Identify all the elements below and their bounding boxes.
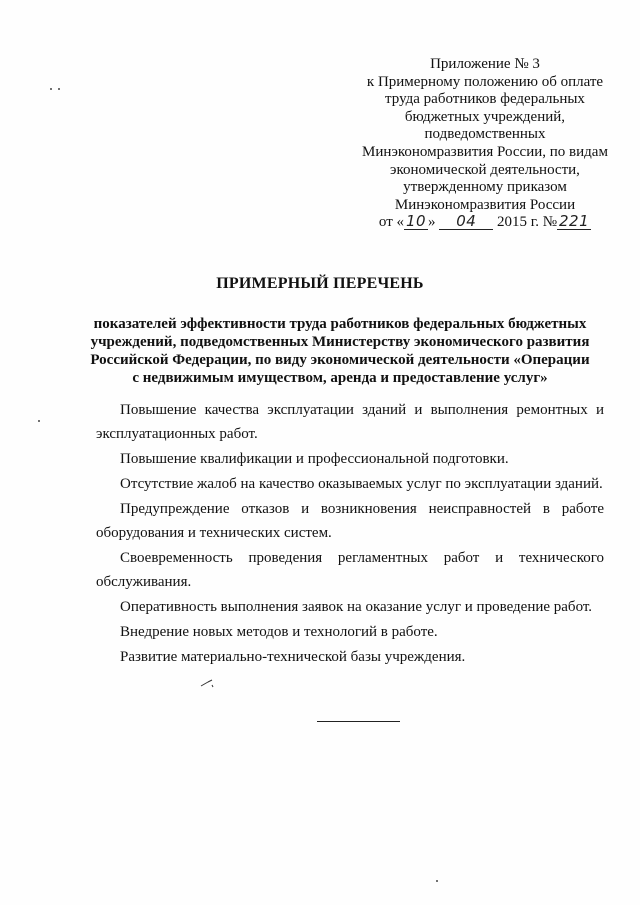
- pen-mark-icon: [200, 676, 216, 692]
- annex-line-4: бюджетных учреждений,: [404, 108, 566, 125]
- scan-speck: [50, 88, 52, 90]
- list-item: Предупреждение отказов и возникновения неисправностей в работе оборудования и технических систем.: [96, 501, 604, 541]
- annex-line-6: Минэкономразвития России, по видам: [362, 143, 608, 160]
- handwritten-day: 10: [405, 212, 427, 231]
- list-item: Своевременность проведения регламентных работ и технического обслуживания.: [96, 550, 604, 590]
- list-item: Внедрение новых методов и технологий в работе.: [120, 624, 438, 640]
- annex-line-1: Приложение № 3: [430, 56, 540, 72]
- annex-line-7: экономической деятельности,: [390, 161, 580, 178]
- indicator-list: [96, 398, 604, 670]
- date-mid: »: [428, 214, 436, 231]
- date-prefix: от «: [378, 214, 405, 231]
- subtitle-line-2: учреждений, подведомственных Министерству экономического развития: [90, 334, 590, 350]
- list-item: Отсутствие жалоб на качество оказываемых услуг по эксплуатации зданий.: [120, 476, 603, 492]
- list-item: Повышение качества эксплуатации зданий и выполнения ремонтных и эксплуатационных работ.: [96, 402, 604, 442]
- annex-line-3: труда работников федеральных: [385, 91, 585, 108]
- subtitle-line-4: с недвижимым имуществом, аренда и предоставление услуг»: [132, 370, 548, 386]
- annex-line-5: подведомственных: [424, 126, 546, 143]
- document-subtitle: [90, 315, 590, 387]
- scan-speck: [38, 420, 40, 422]
- subtitle-line-3: Российской Федерации, по виду экономической деятельности «Операции: [90, 352, 590, 368]
- subtitle-line-1: показателей эффективности труда работников федеральных бюджетных: [93, 316, 587, 332]
- scan-speck: [436, 880, 438, 882]
- handwritten-month: 04: [456, 212, 477, 231]
- annex-header: [340, 56, 630, 232]
- end-divider: [317, 721, 400, 722]
- order-date-line: [340, 214, 630, 232]
- date-year: 2015 г. №: [497, 214, 558, 231]
- annex-line-8: утвержденному приказом: [403, 179, 567, 196]
- annex-line-9: Минэкономразвития России: [394, 196, 576, 213]
- scan-speck: [58, 88, 60, 90]
- list-item: Оперативность выполнения заявок на оказание услуг и проведение работ.: [120, 599, 593, 615]
- list-item: Развитие материально-технической базы учреждения.: [120, 649, 466, 665]
- annex-line-2: к Примерному положению об оплате: [366, 73, 604, 90]
- document-title: ПРИМЕРНЫЙ ПЕРЕЧЕНЬ: [216, 275, 424, 292]
- handwritten-order-number: 221: [558, 212, 590, 231]
- list-item: Повышение квалификации и профессиональной подготовки.: [120, 451, 509, 467]
